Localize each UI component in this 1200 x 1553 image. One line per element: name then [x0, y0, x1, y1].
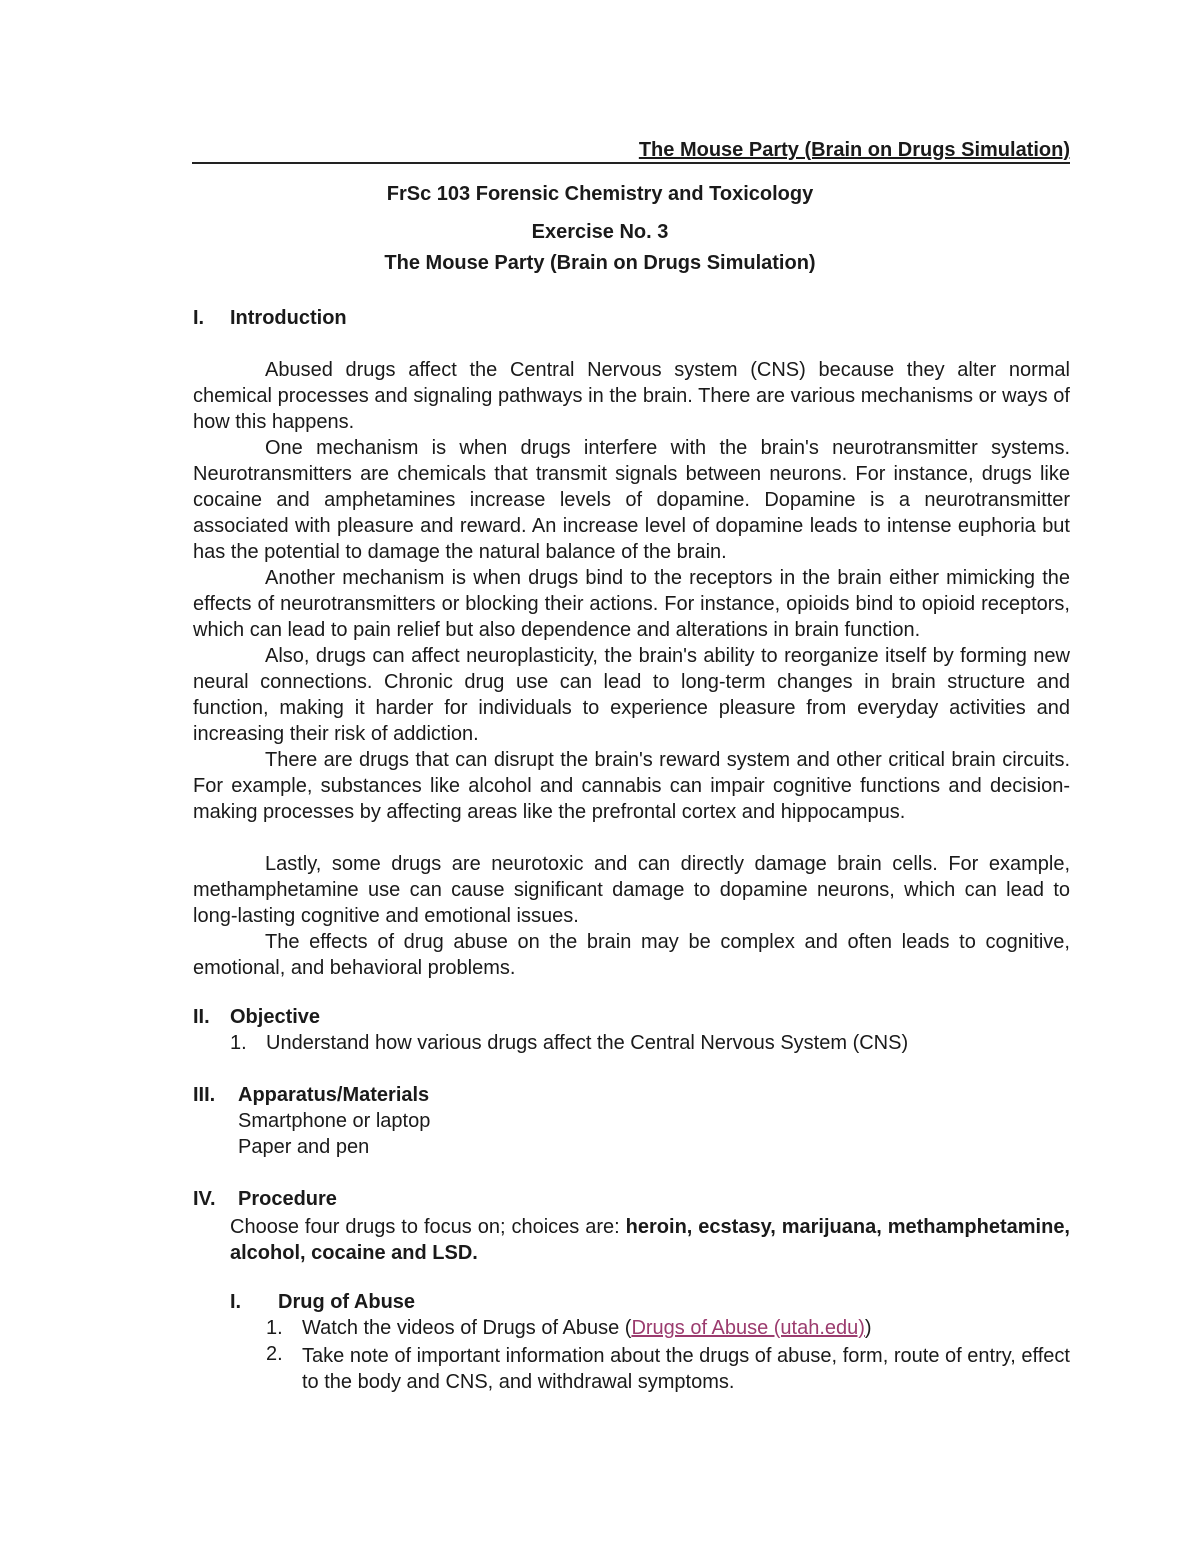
- subsection-heading: Drug of Abuse: [278, 1291, 416, 1313]
- step-number: 1.: [266, 1317, 283, 1339]
- subsection-number: I.: [230, 1291, 242, 1313]
- drug-choices: heroin, ecstasy, marijuana, methamphetamine, alcohol, cocaine and LSD.: [230, 1216, 1070, 1264]
- exercise-title: The Mouse Party (Brain on Drugs Simulation): [384, 252, 816, 274]
- intro-paragraph: Abused drugs affect the Central Nervous system (CNS) because they alter normal chemical processes and signaling pathways in the brain. There are various mechanisms or ways of how this happens.: [193, 359, 1070, 433]
- intro-paragraph: The effects of drug abuse on the brain may be complex and often leads to cognitive, emotional, and behavioral problems.: [193, 931, 1070, 979]
- step-number: 2.: [266, 1343, 283, 1365]
- step-1-close: ): [864, 1317, 872, 1339]
- intro-paragraph: Another mechanism is when drugs bind to the receptors in the brain either mimicking the effects of neurotransmitters or blocking their actions. For instance, opioids bind to opioid receptors, which can lead to pain relief but also dependence and alterations in brain function.: [193, 567, 1070, 641]
- section-heading-materials: Apparatus/Materials: [238, 1084, 430, 1106]
- drugs-of-abuse-link[interactable]: Drugs of Abuse (utah.edu): [631, 1317, 865, 1339]
- section-number: I.: [193, 307, 205, 329]
- section-number: III.: [193, 1084, 216, 1106]
- running-header: The Mouse Party (Brain on Drugs Simulation): [638, 139, 1070, 161]
- section-number: II.: [193, 1006, 210, 1028]
- procedure-intro-text: Choose four drugs to focus on; choices are:: [230, 1216, 626, 1238]
- objective-item: Understand how various drugs affect the Central Nervous System (CNS): [266, 1032, 909, 1054]
- section-number: IV.: [193, 1188, 216, 1210]
- material-item: Smartphone or laptop: [238, 1110, 431, 1132]
- intro-paragraph: Lastly, some drugs are neurotoxic and can directly damage brain cells. For example, methamphetamine use can cause significant damage to dopamine neurons, which can lead to long-lasting cognitive and emotional issues.: [193, 853, 1070, 927]
- section-heading-objective: Objective: [230, 1006, 321, 1028]
- material-item: Paper and pen: [238, 1136, 370, 1158]
- procedure-intro: [193, 1214, 1070, 1266]
- intro-paragraph: There are drugs that can disrupt the brain's reward system and other critical brain circuits. For example, substances like alcohol and cannabis can impair cognitive functions and decision-making processes by affecting areas like the prefrontal cortex and hippocampus.: [193, 749, 1070, 823]
- step-1-text: Watch the videos of Drugs of Abuse (: [302, 1317, 632, 1339]
- step-2-text: Take note of important information about the drugs of abuse, form, route of entry, effect to the body and CNS, and withdrawal symptoms.: [302, 1345, 1070, 1393]
- intro-paragraph: Also, drugs can affect neuroplasticity, the brain's ability to reorganize itself by forming new neural connections. Chronic drug use can lead to long-term changes in brain structure and function, making it harder for individuals to experience pleasure from everyday activities and increasing their risk of addiction.: [193, 645, 1070, 745]
- list-item-number: 1.: [230, 1032, 247, 1054]
- section-heading-introduction: Introduction: [230, 307, 347, 329]
- course-title: FrSc 103 Forensic Chemistry and Toxicology: [386, 183, 814, 205]
- step-1: [302, 1317, 872, 1340]
- section-heading-procedure: Procedure: [238, 1188, 337, 1210]
- header-rule: [192, 162, 1070, 164]
- exercise-number: Exercise No. 3: [531, 221, 669, 243]
- intro-paragraph: One mechanism is when drugs interfere with the brain's neurotransmitter systems. Neurotransmitters are chemicals that transmit signals between neurons. For instance, drugs like cocaine and amphetamines increase levels of dopamine. Dopamine is a neurotransmitter associated with pleasure and reward. An increase level of dopamine leads to intense euphoria but has the potential to damage the natural balance of the brain.: [193, 437, 1070, 563]
